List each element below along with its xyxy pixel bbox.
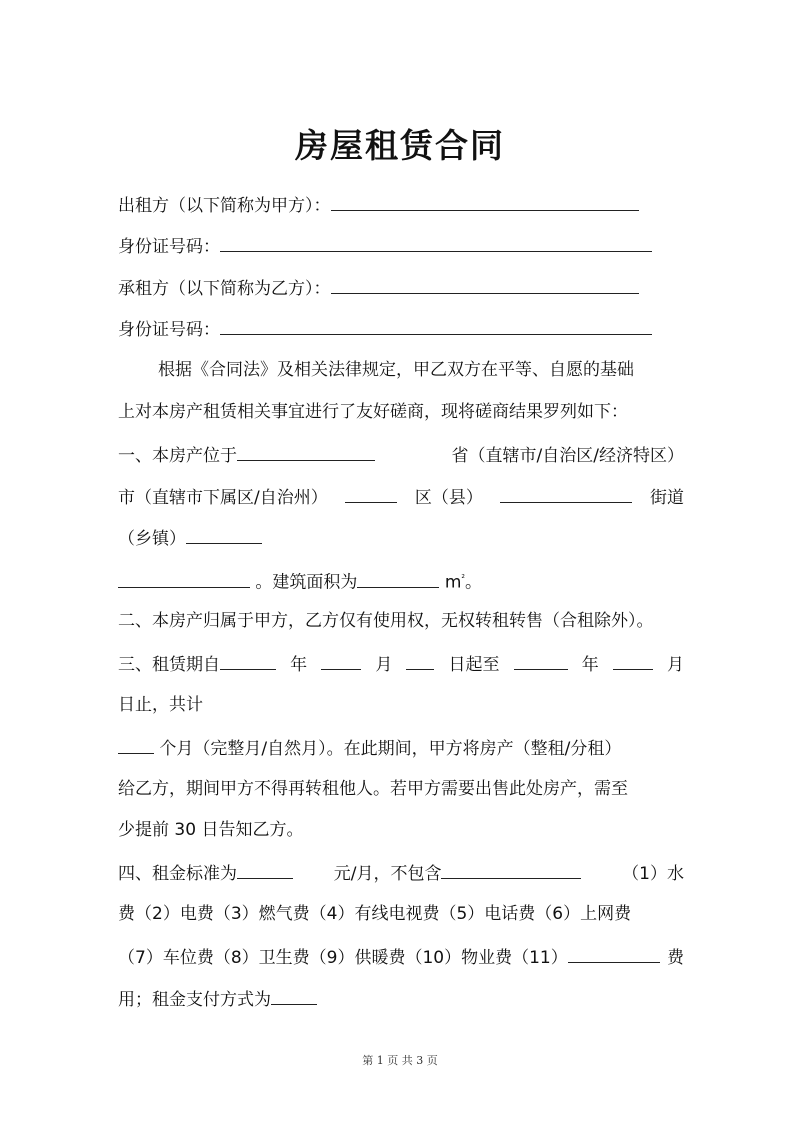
excluded-fees-field[interactable]: [441, 860, 581, 879]
clause1-province: 省（直辖市/自治区/经济特区）: [451, 446, 684, 466]
clause1-line-3: [118, 525, 684, 551]
lessee-name-field[interactable]: [331, 275, 639, 294]
clause3-month: 月: [375, 655, 393, 675]
clause4-line-2: 费（2）电费（3）燃气费（4）有线电视费（5）电话费（6）上网费: [118, 904, 632, 924]
document-title: 房屋租赁合同: [295, 126, 505, 165]
clause3-line-4: 给乙方，期间甲方不得再转租他人。若甲方需要出售此处房产，需至: [118, 779, 628, 799]
clause2-line: 二、本房产归属于甲方，乙方仅有使用权，无权转租转售（合租除外）。: [118, 611, 654, 631]
clause4-line-1: [118, 860, 684, 886]
clause3-prefix: 三、租赁期自: [118, 655, 220, 675]
clause1-street: 街道: [649, 488, 684, 508]
clause4-line3-suffix: 费: [667, 948, 684, 968]
area-field[interactable]: [357, 569, 439, 588]
clause3-year2: 年: [581, 655, 599, 675]
clause3-line3-text: 个月（完整月/自然月）。在此期间，甲方将房产（整租/分租）: [159, 739, 622, 759]
clause1-line-2: [118, 484, 684, 510]
clause1-end: 。: [464, 572, 482, 593]
area-unit: m: [444, 572, 462, 593]
city-field[interactable]: [345, 484, 397, 503]
other-fee-field[interactable]: [568, 944, 660, 963]
clause3-line-1: [118, 651, 684, 677]
lessee-row: [118, 275, 684, 301]
months-field[interactable]: [118, 735, 154, 754]
start-day-field[interactable]: [406, 651, 434, 670]
address-detail-field[interactable]: [118, 569, 250, 588]
clause3-month2: 月: [666, 655, 684, 675]
lessee-id-field[interactable]: [220, 316, 652, 335]
clause4-line4-text: 用；租金支付方式为: [118, 990, 271, 1010]
lessee-id-label: 身份证号码：: [118, 320, 220, 340]
clause3-day-from: 日起至: [448, 655, 500, 675]
clause1-township: （乡镇）: [118, 529, 186, 549]
payment-method-field[interactable]: [271, 986, 317, 1005]
page-number: 第 1 页 共 3 页: [362, 1054, 438, 1067]
start-month-field[interactable]: [321, 651, 361, 670]
clause4-line3-prefix: （7）车位费（8）卫生费（9）供暖费（10）物业费（11）: [118, 948, 568, 968]
intro-line-1: 根据《合同法》及相关法律规定，甲乙双方在平等、自愿的基础: [158, 360, 634, 380]
district-field[interactable]: [500, 484, 632, 503]
lessor-id-row: [118, 233, 684, 259]
area-unit-sup: ²: [461, 574, 465, 584]
clause4-line-3: [118, 944, 684, 970]
lessor-label: 出租方（以下简称为甲方）：: [118, 196, 331, 216]
lessor-row: [118, 192, 684, 218]
clause1-line-1: [118, 442, 684, 468]
clause1-line-4: [118, 567, 684, 595]
clause4-unit: 元/月，不包含: [333, 864, 442, 884]
clause1-city: 市（直辖市下属区/自治州）: [118, 488, 328, 508]
start-year-field[interactable]: [220, 651, 276, 670]
clause4-item1: （1）水: [622, 864, 684, 884]
rent-field[interactable]: [237, 860, 293, 879]
lessee-id-row: [118, 316, 684, 342]
intro-line-2: 上对本房产租赁相关事宜进行了友好磋商，现将磋商结果罗列如下：: [118, 402, 628, 422]
clause3-year: 年: [290, 655, 308, 675]
clause4-line-4: [118, 986, 684, 1012]
clause3-line-2: 日止，共计: [118, 695, 203, 715]
province-field[interactable]: [237, 442, 375, 461]
lessor-name-field[interactable]: [331, 192, 639, 211]
end-month-field[interactable]: [613, 651, 653, 670]
lessor-id-field[interactable]: [220, 233, 652, 252]
clause3-line-3: [118, 735, 684, 761]
end-year-field[interactable]: [514, 651, 568, 670]
clause1-district: 区（县）: [414, 488, 483, 508]
clause1-prefix: 一、本房产位于: [118, 446, 237, 466]
clause1-area-text: 。建筑面积为: [255, 572, 358, 593]
lessor-id-label: 身份证号码：: [118, 237, 220, 257]
lessee-label: 承租方（以下简称为乙方）：: [118, 279, 331, 299]
township-field[interactable]: [186, 525, 262, 544]
clause4-prefix: 四、租金标准为: [118, 864, 237, 884]
clause3-line-5: 少提前 30 日告知乙方。: [118, 820, 304, 840]
